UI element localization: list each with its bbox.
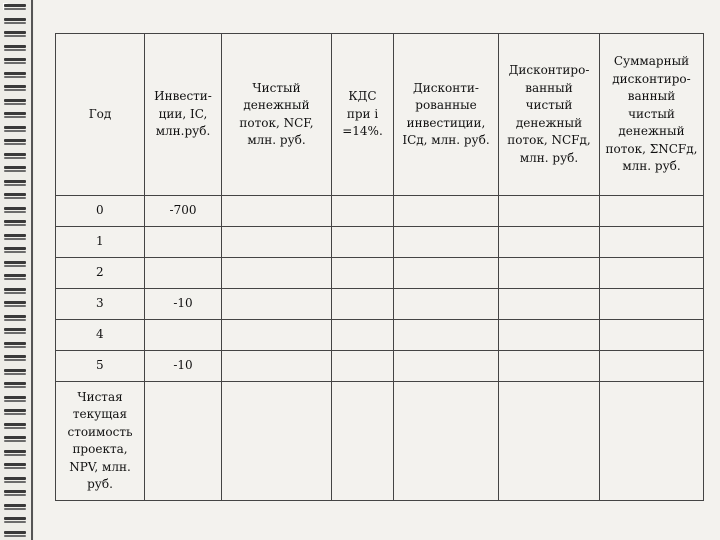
empty-cell — [222, 351, 332, 382]
year-cell: 1 — [56, 227, 145, 258]
investment-cell — [145, 227, 222, 258]
spiral-ring — [4, 315, 26, 322]
table-row — [56, 258, 704, 289]
year-cell: 0 — [56, 196, 145, 227]
empty-cell — [499, 320, 600, 351]
spiral-ring — [4, 396, 26, 403]
spiral-ring — [4, 409, 26, 416]
spiral-ring — [4, 18, 26, 25]
table-row — [56, 196, 704, 227]
spiral-ring — [4, 504, 26, 511]
empty-cell — [600, 227, 704, 258]
empty-cell — [394, 258, 499, 289]
spiral-ring — [4, 166, 26, 173]
spiral-ring — [4, 153, 26, 160]
empty-cell — [222, 382, 332, 501]
empty-cell — [222, 320, 332, 351]
empty-cell — [499, 289, 600, 320]
spiral-ring — [4, 463, 26, 470]
empty-cell — [499, 351, 600, 382]
spiral-ring — [4, 180, 26, 187]
empty-cell — [600, 382, 704, 501]
spiral-ring — [4, 261, 26, 268]
investment-cell — [145, 258, 222, 289]
spiral-ring — [4, 355, 26, 362]
empty-cell — [145, 382, 222, 501]
spiral-ring — [4, 99, 26, 106]
year-cell: 2 — [56, 258, 145, 289]
spiral-binding — [0, 0, 30, 540]
spiral-ring — [4, 288, 26, 295]
empty-cell — [600, 289, 704, 320]
spiral-ring — [4, 301, 26, 308]
table-row — [56, 320, 704, 351]
empty-cell — [394, 227, 499, 258]
header-row — [56, 34, 704, 196]
spiral-ring — [4, 477, 26, 484]
header-cumulative-discounted-cash-flow: Суммарный дисконтиро-ванный чистый денежный поток, ΣNCFд, млн. руб. — [600, 34, 704, 196]
spiral-ring — [4, 369, 26, 376]
spiral-ring — [4, 58, 26, 65]
binding-spine — [31, 0, 33, 540]
empty-cell — [499, 258, 600, 289]
spiral-ring — [4, 207, 26, 214]
table-row — [56, 351, 704, 382]
table-row — [56, 289, 704, 320]
spiral-ring — [4, 126, 26, 133]
spiral-ring — [4, 247, 26, 254]
empty-cell — [499, 196, 600, 227]
empty-cell — [394, 320, 499, 351]
empty-cell — [332, 320, 394, 351]
year-cell: 5 — [56, 351, 145, 382]
npv-label: Чистая текущая стоимость проекта, NPV, млн. руб. — [56, 382, 145, 501]
investment-table — [55, 33, 704, 501]
spiral-ring — [4, 531, 26, 538]
npv-row — [56, 382, 704, 501]
empty-cell — [332, 196, 394, 227]
spiral-ring — [4, 112, 26, 119]
header-discounted-cash-flow: Дисконтиро-ванный чистый денежный поток, NCFд, млн. руб. — [499, 34, 600, 196]
spiral-ring — [4, 382, 26, 389]
spiral-ring — [4, 436, 26, 443]
empty-cell — [222, 289, 332, 320]
spiral-ring — [4, 72, 26, 79]
empty-cell — [332, 351, 394, 382]
empty-cell — [332, 258, 394, 289]
corner-label: Г — [2, 2, 9, 13]
year-cell: 4 — [56, 320, 145, 351]
empty-cell — [499, 227, 600, 258]
header-year: Год — [56, 34, 145, 196]
header-investments: Инвести-ции, IC, млн.руб. — [145, 34, 222, 196]
empty-cell — [222, 196, 332, 227]
investment-cell — [145, 320, 222, 351]
spiral-ring — [4, 517, 26, 524]
investment-cell: -10 — [145, 351, 222, 382]
empty-cell — [332, 227, 394, 258]
spiral-ring — [4, 31, 26, 38]
spiral-ring — [4, 85, 26, 92]
spiral-ring — [4, 139, 26, 146]
investment-cell: -700 — [145, 196, 222, 227]
header-net-cash-flow: Чистый денежный поток, NCF, млн. руб. — [222, 34, 332, 196]
empty-cell — [600, 258, 704, 289]
spiral-ring — [4, 220, 26, 227]
spiral-ring — [4, 45, 26, 52]
header-discount-factor: КДС при i =14%. — [332, 34, 394, 196]
spiral-ring — [4, 423, 26, 430]
empty-cell — [600, 320, 704, 351]
empty-cell — [394, 289, 499, 320]
empty-cell — [332, 382, 394, 501]
investment-cell: -10 — [145, 289, 222, 320]
empty-cell — [499, 382, 600, 501]
spiral-ring — [4, 342, 26, 349]
empty-cell — [394, 351, 499, 382]
spiral-ring — [4, 274, 26, 281]
table-row — [56, 227, 704, 258]
year-cell: 3 — [56, 289, 145, 320]
empty-cell — [600, 196, 704, 227]
spiral-ring — [4, 450, 26, 457]
spiral-ring — [4, 490, 26, 497]
empty-cell — [332, 289, 394, 320]
header-discounted-investments: Дисконти-рованные инвестиции, ICд, млн. руб. — [394, 34, 499, 196]
spiral-ring — [4, 193, 26, 200]
spiral-ring — [4, 328, 26, 335]
empty-cell — [222, 258, 332, 289]
empty-cell — [600, 351, 704, 382]
spiral-ring — [4, 234, 26, 241]
empty-cell — [394, 382, 499, 501]
empty-cell — [394, 196, 499, 227]
empty-cell — [222, 227, 332, 258]
